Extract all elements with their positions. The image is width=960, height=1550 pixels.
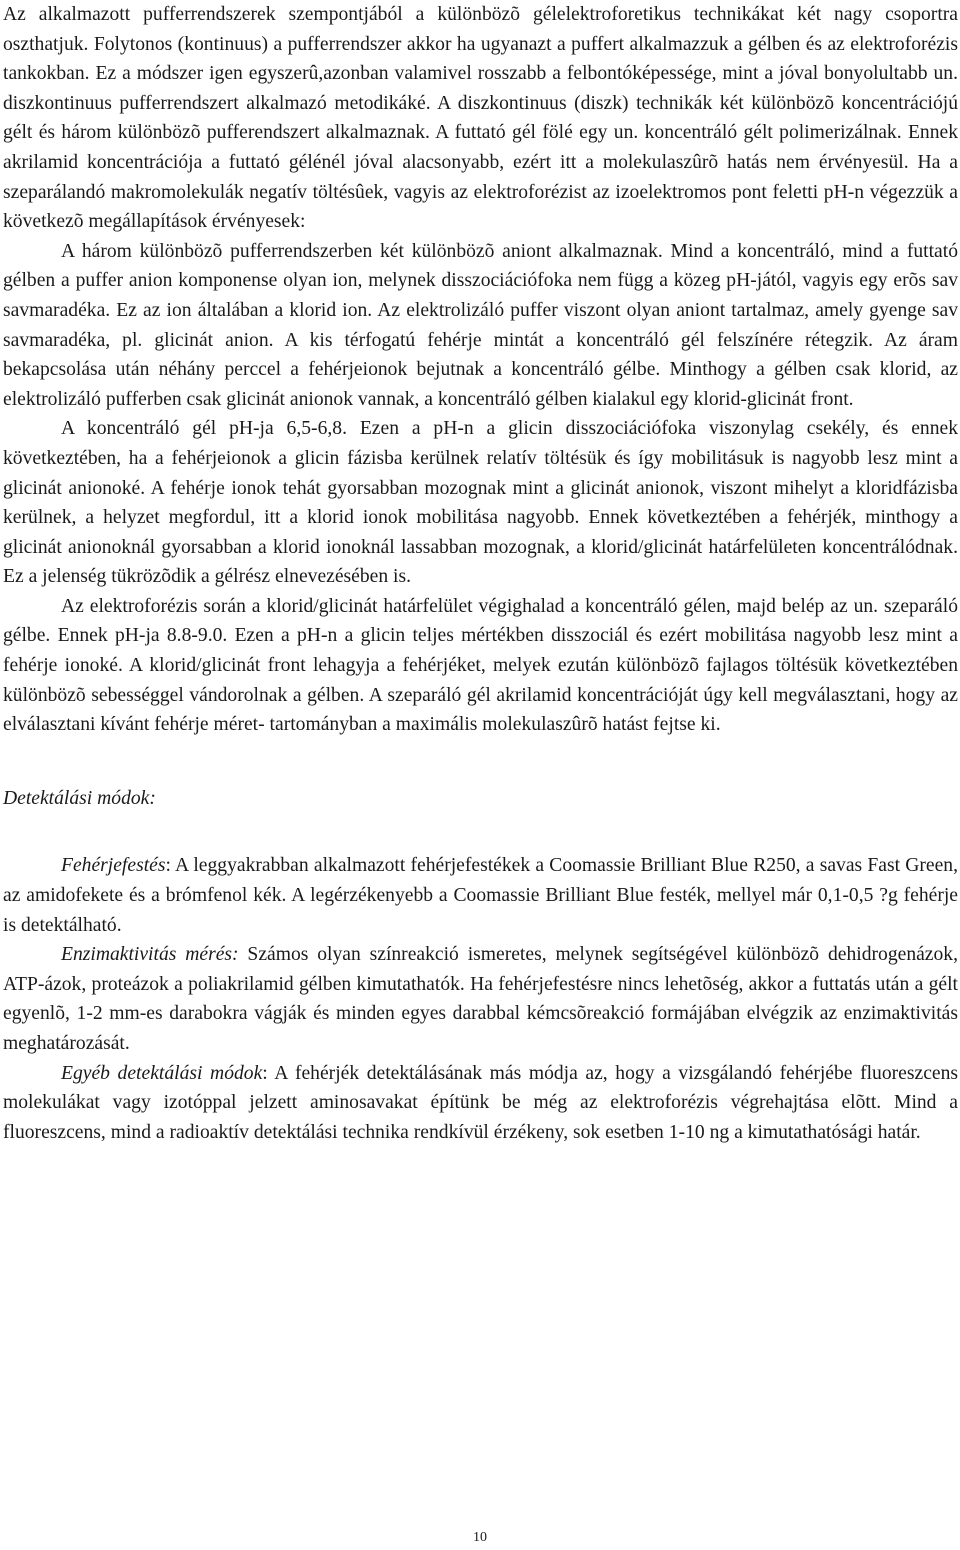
detection-term-separator: : bbox=[165, 855, 171, 877]
page-number: 10 bbox=[473, 1530, 487, 1545]
paragraph-buffer-systems: Az alkalmazott pufferrendszerek szempontjából a különbözõ gélelektroforetikus technikákat két nagy csoportra oszthatjuk. Folytonos (kontinuus) a pufferrendszer akkor ha ugyanazt a puffert alkalmazzuk a gélben és az elektroforézis tankokban. Ez a módszer igen egyszerû,azonban valamivel rosszabb a felbontóképessége, mint a jóval bonyolultabb un. diszkontinuus pufferrendszert alkalmazó metodikáké. A diszkontinuus (diszk) technikák két különbözõ koncentrációjú gélt és három különbözõ pufferendszert alkalmaznak. A futtató gél fölé egy un. koncentráló gélt polimerizálnak. Ennek akrilamid koncentrációja a futtató gélénél jóval alacsonyabb, ezért itt a molekulaszûrõ hatás nem érvényesül. Ha a szeparálandó makromolekulák negatív töltésûek, vagyis az elektroforézist az izoelektromos pont feletti pH-n végezzük a következõ megállapítások érvényesek: bbox=[3, 4, 958, 233]
detection-term: Egyéb detektálási módok bbox=[61, 1062, 263, 1084]
document-page bbox=[3, 0, 958, 1147]
detection-text: A fehérjék detektálásának más módja az, hogy a vizsgálandó fehérjébe fluoreszcens molekulákat vagy izotóppal jelzett aminosavakat építünk be még az elektroforézis végrehajtása elõtt. Mind a fluoreszcens, mind a radioaktív detektálási technika rendkívül érzékeny, sok esetben 1-10 ng a kimutathatósági határ. bbox=[3, 1062, 959, 1143]
detection-item-protein-staining bbox=[3, 851, 958, 940]
detection-term-separator: : bbox=[262, 1062, 268, 1084]
paragraph-concentrating-gel: A koncentráló gél pH-ja 6,5-6,8. Ezen a pH-n a glicin disszociációfoka viszonylag csekély, és ennek következtében, ha a fehérjeionok a glicin fázisba kerülnek relatív töltésük és így mobilitásuk is nagyobb lesz mint a glicinát anionoké. A fehérje ionok tehát gyorsabban mozognak mint a glicinát anionok, viszont mihelyt a kloridfázisba kerülnek, a helyzet megfordul, itt a klorid ionok mobilitása nagyobb. Ennek következtében a fehérjék, minthogy a glicinát anionoknál gyorsabban a klorid ionoknál lassabban mozognak, a klorid/glicinát határfelületen koncentrálódnak. Ez a jelenség tükrözõdik a gélrész elnevezésében is. bbox=[3, 418, 958, 588]
detection-term: Enzimaktivitás mérés: bbox=[61, 944, 239, 966]
detection-methods bbox=[3, 851, 958, 1147]
detection-item-other-methods bbox=[3, 1059, 958, 1148]
section-heading-detection: Detektálási módok: bbox=[3, 787, 156, 809]
detection-item-enzyme-activity bbox=[3, 940, 958, 1058]
detection-text: Számos olyan színreakció ismeretes, melynek segítségével különbözõ dehidrogenázok, ATP-ázok, proteázok a poliakrilamid gélben kimutathatók. Ha fehérjefestésre nincs lehetõség, akkor a futtatás után a gélt egyenlõ, 1-2 mm-es darabokra vágják és minden egyes darabbal kémcsõreakció formájában elvégzik az enzimaktivitás meghatározását. bbox=[3, 944, 958, 1054]
paragraph-anions: A három különbözõ pufferrendszerben két különbözõ aniont alkalmaznak. Mind a koncentráló, mind a futtató gélben a puffer anion komponense olyan ion, melynek disszociációfoka nem függ a közeg pH-jától, vagyis egy erõs sav savmaradéka. Ez az ion általában a klorid ion. Az elektrolizáló puffer viszont olyan aniont tartalmaz, amely gyenge sav savmaradéka, pl. glicinát anion. A kis térfogatú fehérje mintát a koncentráló gél felszínére rétegzik. Az áram bekapcsolása után néhány perccel a fehérjeionok bejutnak a koncentráló gélbe. Minthogy a gélben csak klorid, az elektrolizáló pufferben csak glicinát anionok vannak, a koncentráló gélben kialakul egy klorid-glicinát front. bbox=[3, 240, 958, 410]
detection-text: A leggyakrabban alkalmazott fehérjefestékek a Coomassie Brilliant Blue R250, a savas Fast Green, az amidofekete és a brómfenol kék. A legérzékenyebb a Coomassie Brilliant Blue festék, mellyel már 0,1-0,5 ?g fehérje is detektálható. bbox=[3, 855, 958, 936]
paragraph-separating-gel: Az elektroforézis során a klorid/glicinát határfelület végighalad a koncentráló gélen, majd belép az un. szeparáló gélbe. Ennek pH-ja 8.8-9.0. Ezen a pH-n a glicin teljes mértékben disszociál és ezért mobilitása nagyobb lesz mint a fehérje ionoké. A klorid/glicinát front lehagyja a fehérjéket, melyek ezután különbözõ fajlagos töltésük következtében különbözõ sebességgel vándorolnak a gélben. A szeparáló gél akrilamid koncentrációját úgy kell megválasztani, hogy az elválasztani kívánt fehérje méret- tartományban a maximális molekulaszûrõ hatást fejtse ki. bbox=[3, 595, 958, 736]
detection-term: Fehérjefestés bbox=[61, 855, 166, 877]
